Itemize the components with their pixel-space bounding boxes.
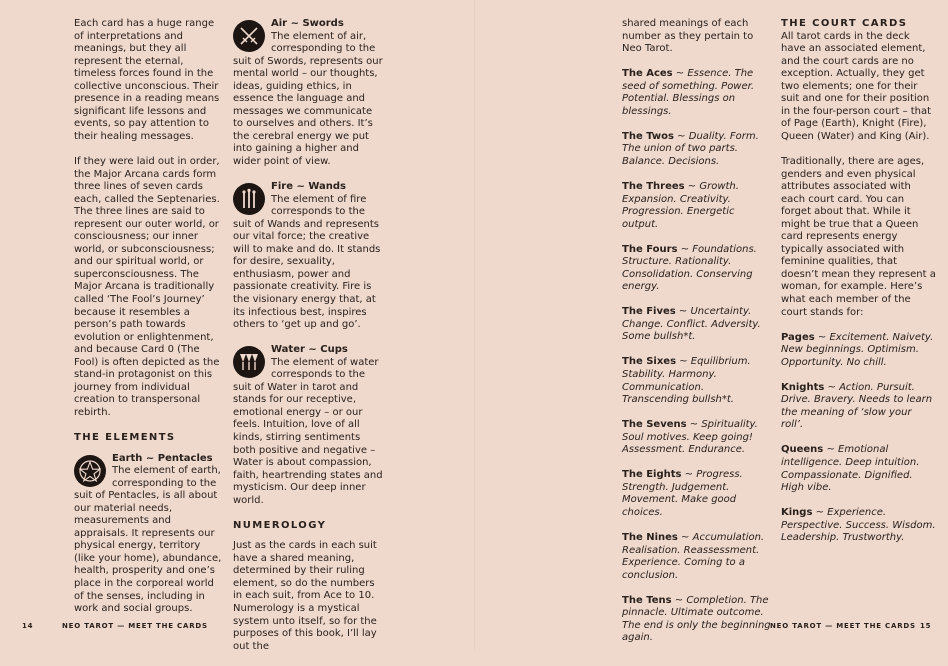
number-keywords: Uncertainty. Change. Conflict. Adversity. Some bullsh*t. <box>622 306 761 343</box>
court-keywords: Experience. Perspective. Success. Wisdom. Leadership. Trustworthy. <box>781 507 936 544</box>
cups-icon <box>233 346 265 378</box>
earth-title: Earth ~ Pentacles <box>112 452 213 464</box>
running-head-right: NEO TAROT — MEET THE CARDS <box>770 622 916 630</box>
number-keywords: Equilibrium. Stability. Harmony. Communication. Transcending bullsh*t. <box>622 356 751 406</box>
number-title: The Sixes <box>622 356 677 368</box>
running-head-left: NEO TAROT — MEET THE CARDS <box>62 622 208 630</box>
fire-title: Fire ~ Wands <box>271 181 346 193</box>
number-title: The Sevens <box>622 419 687 431</box>
court-title: Knights <box>781 381 825 393</box>
water-text: The element of water corresponds to the suit of Water in tarot and stands for our receptive, emotional energy – or our feels. Intuition, love of all kinds, stirring sentiments both positive and negative – Water is about compassion, faith, heartrending states and mysticism. Our deep inner world. <box>233 356 383 506</box>
fire-text: The element of fire corresponds to the suit of Wands and represents our vital force; the creative will to make and do. It stands for desire, sexuality, enthusiasm, power and passionate creativity. Fire is the visionary energy that, at its infectious best, inspires others to ‘get up and go’. <box>233 193 381 331</box>
court-keywords: Emotional intelligence. Deep intuition. Compassionate. Dignified. High vibe. <box>781 444 920 494</box>
number-fives: The Fives ~ Uncertainty. Change. Conflict. Adversity. Some bullsh*t. <box>622 306 761 343</box>
number-aces: The Aces ~ Essence. The seed of something. Power. Potential. Blessings on blessings. <box>622 68 755 117</box>
number-title: The Tens <box>622 594 672 606</box>
court-kings: Kings ~ Experience. Perspective. Success. Wisdom. Leadership. Trustworthy. <box>781 507 936 544</box>
air-title: Air ~ Swords <box>271 18 344 29</box>
number-keywords: Completion. The pinnacle. Ultimate outcome. The end is only the beginning again. <box>622 594 771 644</box>
number-keywords: Accumulation. Realisation. Reassessment. Experience. Coming to a conclusion. <box>622 532 765 581</box>
numerology-text: Just as the cards in each suit have a shared meaning, determined by their ruling element, so do the numbers in each suit, from Ace to 10. Numerology is a mystical system unto itself, so for the purposes of this book, I’ll lay out the <box>233 540 377 652</box>
court-queens: Queens ~ Emotional intelligence. Deep intuition. Compassionate. Dignified. High vibe. <box>781 444 920 494</box>
pentacle-icon <box>74 455 106 487</box>
element-air <box>233 18 385 169</box>
page-number-left: 14 <box>22 622 34 630</box>
number-title: The Aces <box>622 68 673 80</box>
intro-paragraph-1: Each card has a huge range of interpretations and meanings, but they all represent the eternal, timeless forces found in the collective unconscious. Their presence in a reading means significant life lessons and events, so pay attention to their healing messages. <box>74 18 220 142</box>
number-title: The Twos <box>622 130 674 142</box>
number-keywords: Spirituality. Soul motives. Keep going! Assessment. Endurance. <box>622 419 758 456</box>
wands-icon <box>233 183 265 215</box>
court-keywords: Action. Pursuit. Drive. Bravery. Needs to learn the meaning of ‘slow your roll’. <box>781 381 933 431</box>
number-title: The Nines <box>622 532 678 543</box>
number-keywords: Essence. The seed of something. Power. Potential. Blessings on blessings. <box>622 68 755 117</box>
water-title: Water ~ Cups <box>271 344 348 356</box>
number-keywords: Progress. Strength. Judgement. Movement. Make good choices. <box>622 469 743 518</box>
number-twos: The Twos ~ Duality. Form. The union of two parts. Balance. Decisions. <box>622 130 759 167</box>
number-title: The Fives <box>622 306 676 318</box>
court-paragraph-2: Traditionally, there are ages, genders and even physical attributes associated with each court card. You can forget about that. While it might be true that a Queen card represents energy typically associated with feminine qualities, that doesn’t mean they represent a woman, for example. Here’s what each member of the court stands for: <box>781 155 936 318</box>
court-knights: Knights ~ Action. Pursuit. Drive. Bravery. Needs to learn the meaning of ‘slow your roll’. <box>781 381 933 431</box>
court-keywords: Excitement. Naivety. New beginnings. Optimism. Opportunity. No chill. <box>781 331 934 368</box>
right-column-1 <box>622 18 772 657</box>
numerology-heading: NUMEROLOGY <box>233 519 327 531</box>
elements-heading: THE ELEMENTS <box>74 431 176 443</box>
number-fours: The Fours ~ Foundations. Structure. Rationality. Consolidation. Conserving energy. <box>622 243 757 293</box>
court-pages: Pages ~ Excitement. Naivety. New beginnings. Optimism. Opportunity. No chill. <box>781 331 934 368</box>
court-heading: THE COURT CARDS <box>781 18 908 29</box>
court-title: Pages <box>781 331 815 343</box>
number-tens: The Tens ~ Completion. The pinnacle. Ultimate outcome. The end is only the beginning again. <box>622 594 771 644</box>
element-water <box>233 344 385 507</box>
page-gutter <box>474 0 475 650</box>
left-column-2 <box>233 18 385 666</box>
air-text: The element of air, corresponding to the suit of Swords, represents our mental world – our thoughts, ideas, guiding ethics, in essence the language and messages we communicate to ourselves and others. It’s the cerebral energy we put into gaining a higher and wider point of view. <box>233 30 383 168</box>
number-keywords: Growth. Expansion. Creativity. Progression. Energetic output. <box>622 180 739 230</box>
element-earth <box>74 453 224 616</box>
number-title: The Eights <box>622 469 682 481</box>
number-title: The Fours <box>622 243 678 255</box>
right-column-2 <box>781 18 936 557</box>
number-keywords: Duality. Form. The union of two parts. Balance. Decisions. <box>622 130 759 167</box>
numerology-continued: shared meanings of each number as they pertain to Neo Tarot. <box>622 18 754 55</box>
intro-paragraph-2: If they were laid out in order, the Major Arcana cards form three lines of seven cards each, called the Septenaries. The three lines are said to represent our outer world, or consciousness; our inner world, or subconsciousness; and our spiritual world, or superconsciousness. The Major Arcana is traditionally called ‘The Fool’s Journey’ because it resembles a person’s path towards evolution or enlightenment, and because Card 0 (The Fool) is often depicted as the stand-in protagonist on this journey from individual creation to transpersonal rebirth. <box>74 155 220 418</box>
court-title: Queens <box>781 444 824 456</box>
number-sevens: The Sevens ~ Spirituality. Soul motives. Keep going! Assessment. Endurance. <box>622 419 758 456</box>
left-column-1 <box>74 18 224 628</box>
court-paragraph-1: All tarot cards in the deck have an associated element, and the court cards are no exception. Actually, they get two elements; one for their suit and one for their position in the four-person court – that of Page (Earth), Knight (Fire), Queen (Water) and King (Air). <box>781 30 932 142</box>
number-threes: The Threes ~ Growth. Expansion. Creativity. Progression. Energetic output. <box>622 180 739 230</box>
court-title: Kings <box>781 507 813 519</box>
page-number-right: 15 <box>920 622 932 630</box>
number-keywords: Foundations. Structure. Rationality. Consolidation. Conserving energy. <box>622 243 757 293</box>
number-eights: The Eights ~ Progress. Strength. Judgement. Movement. Make good choices. <box>622 469 743 518</box>
crossed-swords-icon <box>233 20 265 52</box>
number-nines: The Nines ~ Accumulation. Realisation. Reassessment. Experience. Coming to a conclusion. <box>622 532 765 581</box>
number-title: The Threes <box>622 180 685 192</box>
earth-text: The element of earth, corresponding to the suit of Pentacles, is all about our material needs, measurements and appraisals. It represents our physical energy, territory (like your home), abundance, health, prosperity and one’s place in the corporeal world of the senses, including in work and social groups. <box>74 465 222 615</box>
number-sixes: The Sixes ~ Equilibrium. Stability. Harmony. Communication. Transcending bullsh*t. <box>622 356 751 406</box>
element-fire <box>233 181 385 332</box>
